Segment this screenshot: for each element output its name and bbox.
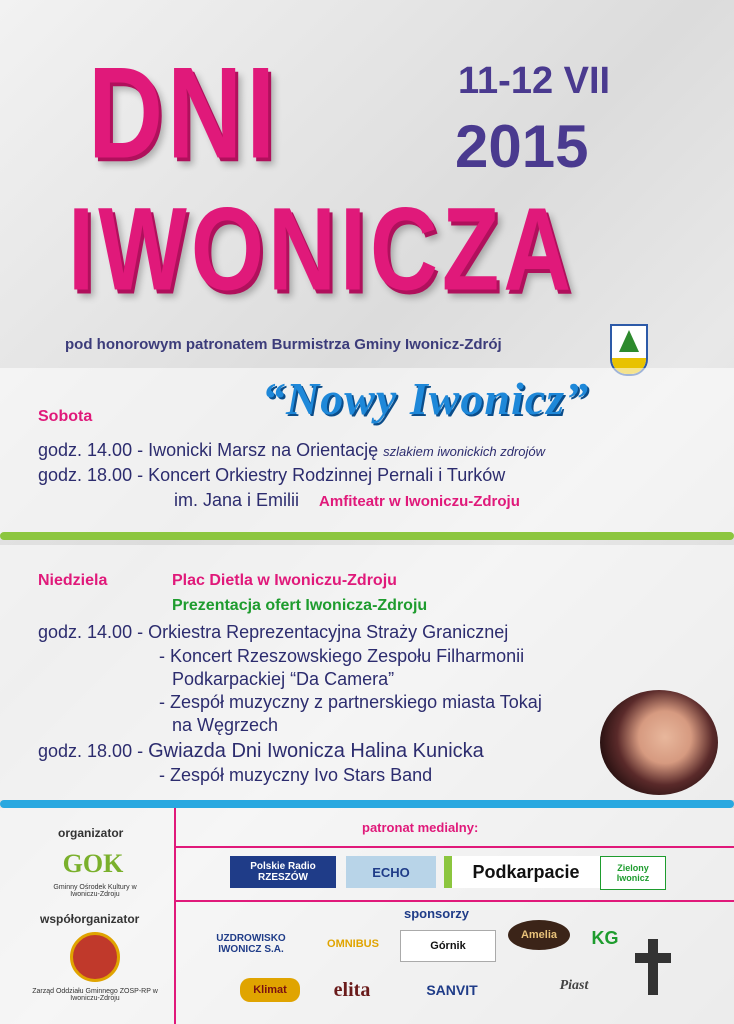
event-year: 2015 — [455, 113, 589, 180]
sponsor-logo-gornik: Górnik — [400, 930, 496, 962]
sunday-presentation: Prezentacja ofert Iwonicza-Zdroju — [172, 597, 428, 614]
footer-divider-vertical — [174, 808, 176, 1024]
time: godz. 18.00 - — [38, 741, 149, 761]
sunday-line-2: - Koncert Rzeszowskiego Zespołu Filharmonii — [159, 646, 525, 666]
organizer-name: Gminny Ośrodek Kultury w Iwoniczu-Zdroju — [53, 884, 137, 898]
coorganizer-name: Zarząd Oddziału Gminnego ZOSP-RP w Iwoniczu-Zdroju — [32, 988, 158, 1002]
sponsor-logo-piast: Piast — [559, 978, 589, 993]
sunday-place: Plac Dietla w Iwoniczu-Zdroju — [172, 572, 397, 589]
fire-brigade-logo — [70, 932, 120, 982]
event-text: Gwiazda Dni Iwonicza Halina Kunicka — [148, 740, 484, 762]
event-text: Iwonicki Marsz na Orientację — [148, 440, 384, 460]
time: godz. 18.00 - — [38, 465, 149, 485]
sunday-line-5: na Węgrzech — [172, 715, 279, 735]
sponsor-logo-elita: elita — [333, 978, 371, 1001]
event-title-line2: IWONICZA — [68, 183, 576, 315]
coorganizer-label: współorganizator — [40, 912, 140, 926]
divider-green — [0, 532, 734, 540]
media-logo-echo: ECHO — [346, 856, 436, 888]
sunday-line-4: - Zespół muzyczny z partnerskiego miasta Tokaj — [159, 692, 542, 712]
event-dates: 11-12 VII — [458, 60, 611, 102]
sunday-line-7: - Zespół muzyczny Ivo Stars Band — [159, 765, 433, 785]
cross-icon — [633, 939, 673, 995]
footer-divider-1 — [174, 846, 734, 848]
event-text: im. Jana i Emilii — [174, 490, 305, 510]
sunday-line-6 — [38, 740, 484, 763]
sponsors-label: sponsorzy — [404, 906, 470, 921]
organizer-logo: GOK — [62, 849, 124, 878]
media-logo-radio: Polskie Radio RZESZÓW — [230, 856, 336, 888]
sunday-line-3: Podkarpackiej “Da Camera” — [172, 669, 395, 689]
sponsor-logo-kg: KG — [591, 927, 619, 948]
sunday-line-1: godz. 14.00 - Orkiestra Reprezentacyjna Straży Granicznej — [38, 622, 509, 642]
event-text: Koncert Orkiestry Rodzinnej Pernali i Turków — [148, 465, 506, 485]
saturday-line-3 — [174, 490, 520, 511]
media-patronage-label: patronat medialny: — [362, 820, 479, 835]
sponsor-logo-klimat: Klimat — [240, 978, 300, 1002]
event-subtitle: “Nowy Iwonicz” — [262, 373, 590, 424]
event-place: Amfiteatr w Iwoniczu-Zdroju — [319, 493, 520, 510]
media-logo-podkarpacie: Podkarpacie — [444, 856, 600, 888]
saturday-line-2 — [38, 465, 505, 486]
footer-divider-2 — [174, 900, 734, 902]
sponsor-logo-uzdrowisko: UZDROWISKO IWONICZ S.A. — [216, 933, 286, 955]
media-logo-zielony: Zielony Iwonicz — [600, 856, 666, 890]
sponsor-logo-sanvit: SANVIT — [426, 982, 478, 998]
sponsor-logo-cross — [630, 934, 676, 1000]
divider-blue — [0, 800, 734, 808]
sponsor-logo-amelia: Amelia — [508, 920, 570, 950]
saturday-label: Sobota — [38, 408, 93, 425]
time: godz. 14.00 - — [38, 440, 149, 460]
sponsor-logo-omnibus: OMNIBUS — [327, 938, 379, 950]
event-note: szlakiem iwonickich zdrojów — [383, 444, 545, 459]
event-title-line1: DNI — [88, 41, 280, 187]
organizer-label: organizator — [58, 826, 124, 840]
patronage-text: pod honorowym patronatem Burmistrza Gminy Iwonicz-Zdrój — [65, 336, 502, 353]
artist-photo — [600, 690, 718, 795]
sunday-label: Niedziela — [38, 572, 108, 589]
saturday-line-1 — [38, 440, 545, 461]
